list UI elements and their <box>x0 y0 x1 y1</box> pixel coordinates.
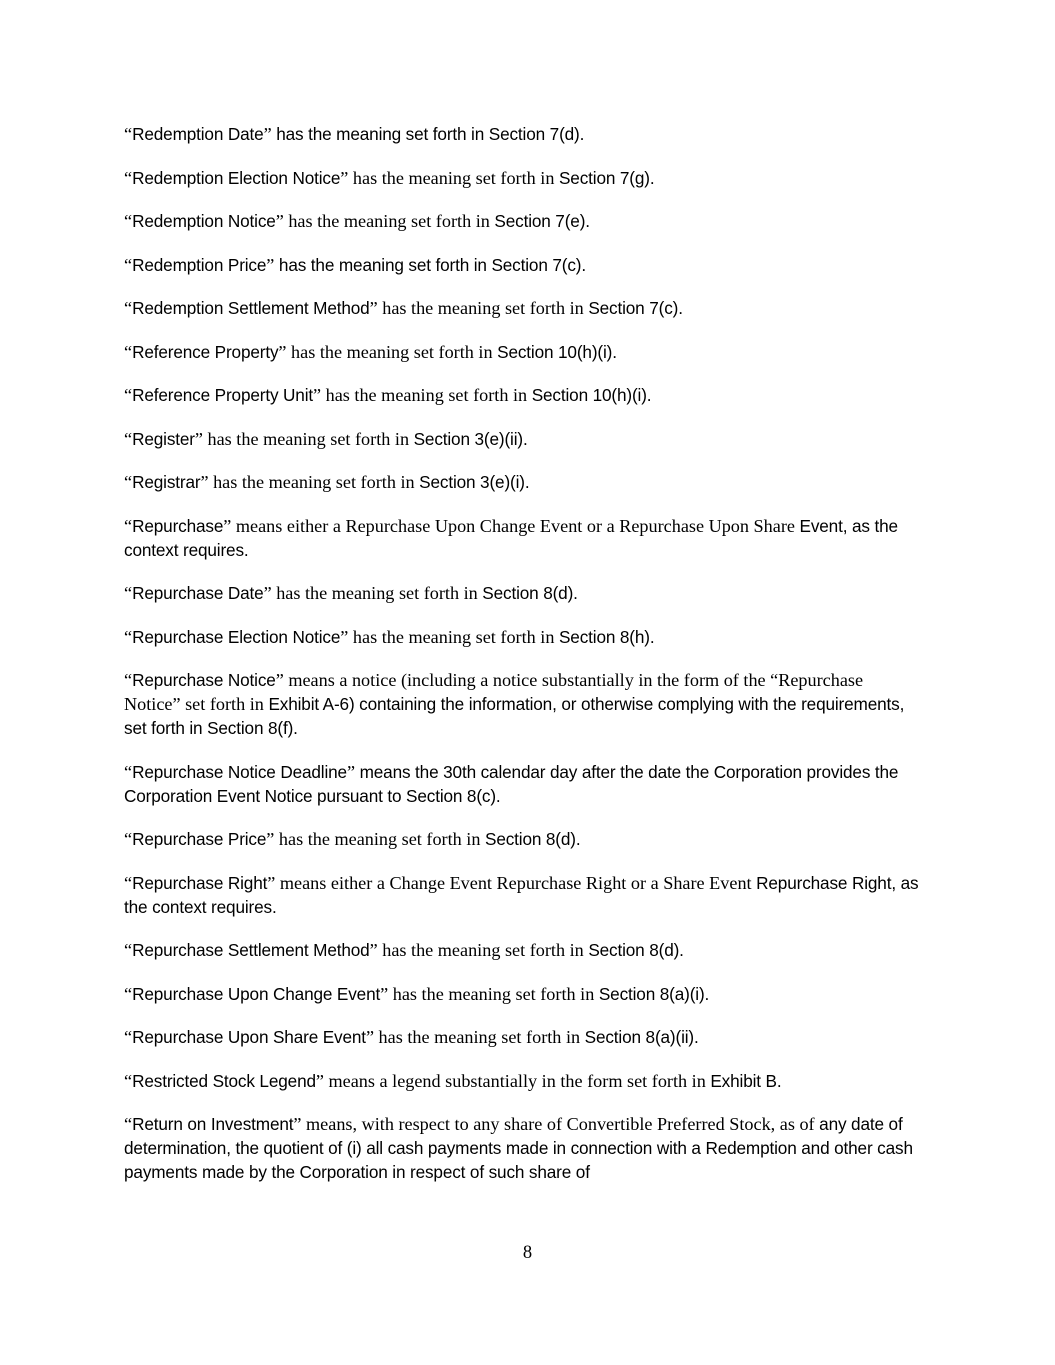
definition-text: “ <box>124 940 133 960</box>
definition-text: Redemption Election Notice <box>132 167 341 188</box>
definition-redemption-price <box>124 253 924 277</box>
definition-text: ” has the meaning set forth in <box>340 167 559 188</box>
definition-text: ” has the meaning set forth in <box>369 298 589 318</box>
definition-text: “ <box>124 472 133 492</box>
definition-registrar <box>124 470 924 494</box>
definition-text: “ <box>124 124 133 144</box>
definition-redemption-settlement-method <box>124 296 924 320</box>
definition-restricted-stock-legend <box>124 1069 924 1093</box>
definition-text: ” has the meaning set forth in <box>200 472 420 492</box>
definition-text: any date of determination, the quotient of (i) all cash payments made in connection with a Redemption and other cash payments made by the Corporation in respect of such share of <box>124 1114 913 1182</box>
definition-text: Section 7(g). <box>558 167 655 188</box>
definition-text: “ <box>124 983 133 1004</box>
definition-text: ” has the meaning set forth in <box>194 428 414 449</box>
definition-text: “ <box>124 428 133 449</box>
definition-text: “ <box>124 385 133 405</box>
page-number: 8 <box>522 1243 533 1263</box>
definition-text: “ <box>124 626 133 647</box>
definition-text: Section 8(d). <box>485 829 581 849</box>
definition-text: Repurchase Date <box>132 583 264 603</box>
definition-text: ” has the meaning set forth in <box>278 341 498 362</box>
definition-text: Repurchase Price <box>132 829 267 849</box>
definition-text: has the meaning set forth in Section 7(c). <box>278 254 586 275</box>
definition-repurchase-date <box>124 581 924 605</box>
definition-register <box>124 427 924 451</box>
definition-return-on-investment <box>124 1112 924 1184</box>
definition-text: “ <box>124 254 133 275</box>
definition-repurchase-upon-share-event <box>124 1025 924 1049</box>
definition-text: “ <box>124 298 133 318</box>
definition-text: ” has the meaning set forth in <box>369 940 589 960</box>
definition-text: “ <box>124 1070 133 1091</box>
definition-text: Repurchase Right, as the context requires. <box>124 872 919 917</box>
definition-text: Restricted Stock Legend <box>132 1070 316 1091</box>
definition-text: Section 8(h). <box>558 626 655 647</box>
definition-text: “ <box>124 583 133 603</box>
definition-text: Section 10(h)(i). <box>497 341 617 362</box>
definition-text: Register <box>132 428 195 449</box>
definition-text: ” has the meaning set forth in <box>340 626 559 647</box>
definition-text: ” has the meaning set forth in <box>380 983 599 1004</box>
definition-repurchase-upon-change-event <box>124 982 924 1006</box>
definition-text: Registrar <box>132 472 201 492</box>
definition-text: Section 8(a)(i). <box>598 983 710 1004</box>
definition-text: Repurchase Upon Share Event <box>132 1027 366 1047</box>
definition-repurchase-settlement-method <box>124 938 924 962</box>
definition-text: Redemption Settlement Method <box>132 298 370 318</box>
definition-redemption-election-notice <box>124 166 924 190</box>
definition-text: “ <box>124 167 133 188</box>
definition-reference-property <box>124 340 924 364</box>
definition-text: “ <box>124 829 133 849</box>
definition-text: Exhibit A-6) containing the information, or otherwise complying with the requirements, set forth in Section 8(f). <box>124 694 905 738</box>
definition-text: ” has the meaning set forth in <box>313 385 532 405</box>
definition-text: Repurchase Right <box>132 872 268 893</box>
definition-text: Reference Property Unit <box>132 385 313 405</box>
definition-repurchase-right <box>124 871 924 919</box>
definition-text: ” means a notice (including a notice substantially in the form of the “Repurchase Notice” set forth in <box>124 670 864 714</box>
definition-text: Section 7(c). <box>588 298 683 318</box>
definition-text: “ <box>124 211 133 231</box>
definition-redemption-notice <box>124 209 924 233</box>
definition-text: “ <box>124 341 133 362</box>
definition-text: Repurchase Election Notice <box>132 626 341 647</box>
definition-text: “ <box>124 515 133 536</box>
definition-text: ” has the meaning set forth in <box>263 583 483 603</box>
definition-text: Repurchase Notice Deadline <box>132 761 347 782</box>
definition-reference-property-unit <box>124 383 924 407</box>
definition-text: ” <box>263 124 277 144</box>
definition-text: ” means either a Repurchase Upon Change Event or a Repurchase Upon Share <box>223 515 800 536</box>
definition-text: Section 7(e). <box>494 211 590 231</box>
definition-text: Exhibit B. <box>710 1070 782 1091</box>
definition-text: Redemption Price <box>132 254 267 275</box>
definition-repurchase-election-notice <box>124 625 924 649</box>
definition-text: Reference Property <box>132 341 279 362</box>
definition-repurchase-notice-deadline <box>124 760 924 808</box>
definition-text: ” means a legend substantially in the form set forth in <box>315 1070 711 1091</box>
definition-text: Section 3(e)(ii). <box>413 428 528 449</box>
definition-text: “ <box>124 1114 133 1134</box>
definition-text: “ <box>124 670 133 690</box>
definition-text: ” <box>266 254 279 275</box>
definition-text: Repurchase <box>132 515 224 536</box>
definition-text: ” <box>346 761 360 782</box>
definition-text: Section 10(h)(i). <box>531 385 652 405</box>
definition-repurchase <box>124 514 924 562</box>
definition-text: means the 30th calendar day after the date the Corporation provides the Corporation Event Notice pursuant to Section 8(c). <box>124 761 899 806</box>
definition-text: Repurchase Upon Change Event <box>132 983 381 1004</box>
definition-text: Event, as the context requires. <box>124 515 898 560</box>
definition-text: has the meaning set forth in Section 7(d). <box>276 124 585 144</box>
definition-text: Section 8(d). <box>482 583 578 603</box>
definition-repurchase-price <box>124 827 924 851</box>
definition-text: Repurchase Settlement Method <box>132 940 370 960</box>
definition-text: Section 3(e)(i). <box>419 472 530 492</box>
document-body <box>124 122 924 1204</box>
definition-text: ” means either a Change Event Repurchase Right or a Share Event <box>267 872 757 893</box>
definition-text: Section 8(d). <box>588 940 684 960</box>
definition-text: ” has the meaning set forth in <box>266 829 485 849</box>
definition-redemption-date <box>124 122 924 146</box>
definition-text: ” means, with respect to any share of Convertible Preferred Stock, as of <box>293 1114 820 1134</box>
definition-text: “ <box>124 872 133 893</box>
definition-text: ” has the meaning set forth in <box>275 211 495 231</box>
definition-text: ” has the meaning set forth in <box>365 1027 585 1047</box>
definition-text: Repurchase Notice <box>132 670 276 690</box>
definition-text: Return on Investment <box>132 1114 294 1134</box>
definition-text: “ <box>124 761 133 782</box>
definition-repurchase-notice <box>124 668 924 740</box>
definition-text: Redemption Date <box>132 124 264 144</box>
definition-text: Redemption Notice <box>132 211 276 231</box>
definition-text: Section 8(a)(ii). <box>584 1027 699 1047</box>
definition-text: “ <box>124 1027 133 1047</box>
